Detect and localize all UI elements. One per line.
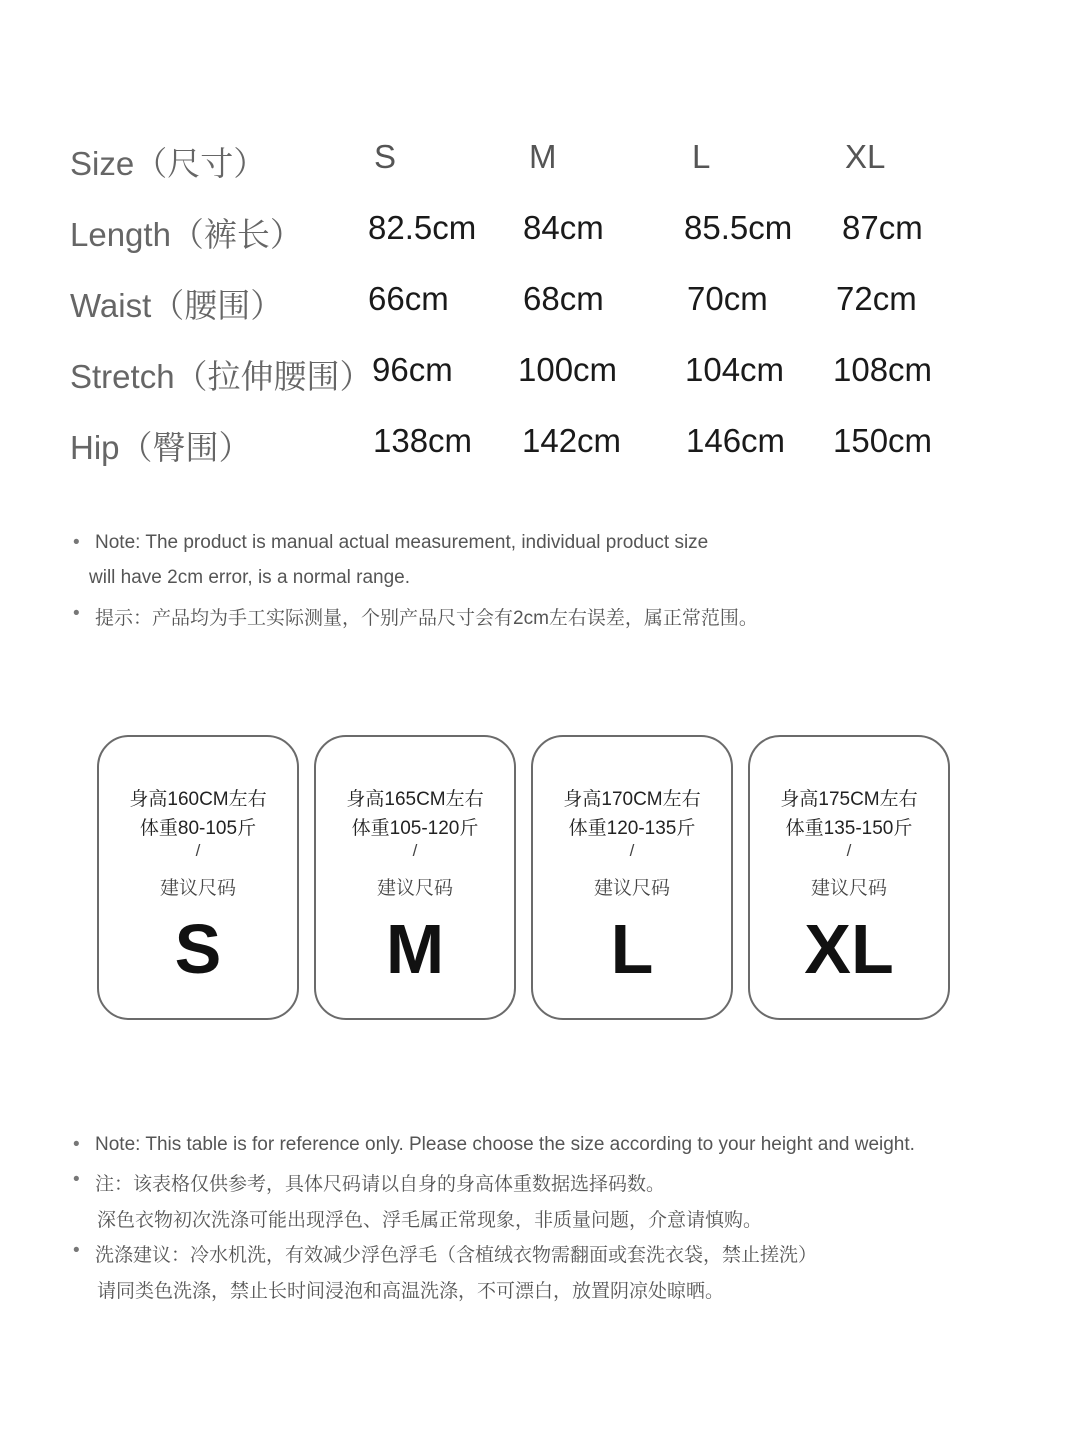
card-weight: 体重135-150斤 — [785, 818, 913, 839]
card-weight: 体重105-120斤 — [351, 818, 479, 839]
waist-s: 66cm — [368, 280, 449, 317]
stretch-row — [0, 351, 1080, 401]
length-s: 82.5cm — [368, 209, 477, 246]
note-bullet: • — [73, 1169, 80, 1190]
card-height: 身高170CM左右 — [563, 789, 701, 810]
card-size: M — [385, 910, 445, 988]
card-height: 身高175CM左右 — [780, 789, 918, 810]
hip-s: 138cm — [373, 422, 473, 459]
card-recommend-label: 建议尺码 — [810, 878, 887, 899]
wash-advice-line2: 请同类色洗涤，禁止长时间浸泡和高温洗涤，不可漂白，放置阴凉处晾晒。 — [97, 1281, 725, 1302]
hip-row — [0, 422, 1080, 472]
length-m: 84cm — [523, 209, 604, 246]
hip-label: Hip（臀围） — [70, 429, 252, 466]
card-divider: / — [195, 841, 201, 860]
reference-note-zh: 注：该表格仅供参考，具体尺码请以自身的身高体重数据选择码数。 — [95, 1174, 666, 1195]
note-zh: 提示：产品均为手工实际测量，个别产品尺寸会有2cm左右误差，属正常范围。 — [95, 608, 758, 629]
card-divider: / — [629, 841, 635, 860]
waist-xl: 72cm — [836, 280, 917, 317]
recommend-card-xl — [748, 735, 950, 1020]
length-xl: 87cm — [842, 209, 923, 246]
stretch-s: 96cm — [372, 351, 453, 388]
dark-clothing-note: 深色衣物初次洗涤可能出现浮色、浮毛属正常现象，非质量问题，介意请慎购。 — [97, 1210, 763, 1231]
length-row — [0, 209, 1080, 259]
note-bullet: • — [73, 1240, 80, 1261]
wash-advice-line1: 洗涤建议：冷水机洗，有效减少浮色浮毛（含植绒衣物需翻面或套洗衣袋，禁止搓洗） — [95, 1245, 818, 1266]
stretch-m: 100cm — [518, 351, 618, 388]
reference-note-en: Note: This table is for reference only. Please choose the size according to your height and weight. — [95, 1134, 915, 1155]
stretch-xl: 108cm — [833, 351, 933, 388]
card-divider: / — [412, 841, 418, 860]
hip-m: 142cm — [522, 422, 622, 459]
card-weight: 体重80-105斤 — [139, 818, 257, 839]
note-en-line2: will have 2cm error, is a normal range. — [89, 567, 411, 588]
waist-row — [0, 280, 1080, 330]
card-recommend-label: 建议尺码 — [159, 878, 236, 899]
recommend-card-m — [314, 735, 516, 1020]
hip-l: 146cm — [686, 422, 786, 459]
card-height: 身高160CM左右 — [129, 789, 267, 810]
note-bullet: • — [73, 603, 80, 624]
size-header-row — [0, 138, 1080, 188]
stretch-label: Stretch（拉伸腰围） — [70, 358, 373, 395]
card-recommend-label: 建议尺码 — [376, 878, 453, 899]
recommend-card-l — [531, 735, 733, 1020]
card-recommend-label: 建议尺码 — [593, 878, 670, 899]
waist-l: 70cm — [687, 280, 768, 317]
size-recommendation-cards — [0, 735, 1080, 1025]
hip-xl: 150cm — [833, 422, 933, 459]
card-size: L — [610, 910, 654, 988]
card-height: 身高165CM左右 — [346, 789, 484, 810]
card-size: XL — [804, 910, 894, 988]
size-header-m: M — [529, 138, 557, 175]
waist-label: Waist（腰围） — [70, 287, 284, 324]
size-header-l: L — [692, 138, 711, 175]
note-bullet: • — [73, 532, 80, 553]
recommend-card-s — [97, 735, 299, 1020]
size-header-label: Size（尺寸） — [70, 145, 267, 182]
card-divider: / — [846, 841, 852, 860]
note-en-line1: Note: The product is manual actual measurement, individual product size — [95, 532, 709, 553]
size-header-xl: XL — [845, 138, 886, 175]
stretch-l: 104cm — [685, 351, 785, 388]
card-weight: 体重120-135斤 — [568, 818, 696, 839]
length-label: Length（裤长） — [70, 216, 303, 253]
length-l: 85.5cm — [684, 209, 793, 246]
note-bullet: • — [73, 1134, 80, 1155]
size-header-s: S — [374, 138, 397, 175]
waist-m: 68cm — [523, 280, 604, 317]
card-size: S — [174, 910, 222, 988]
